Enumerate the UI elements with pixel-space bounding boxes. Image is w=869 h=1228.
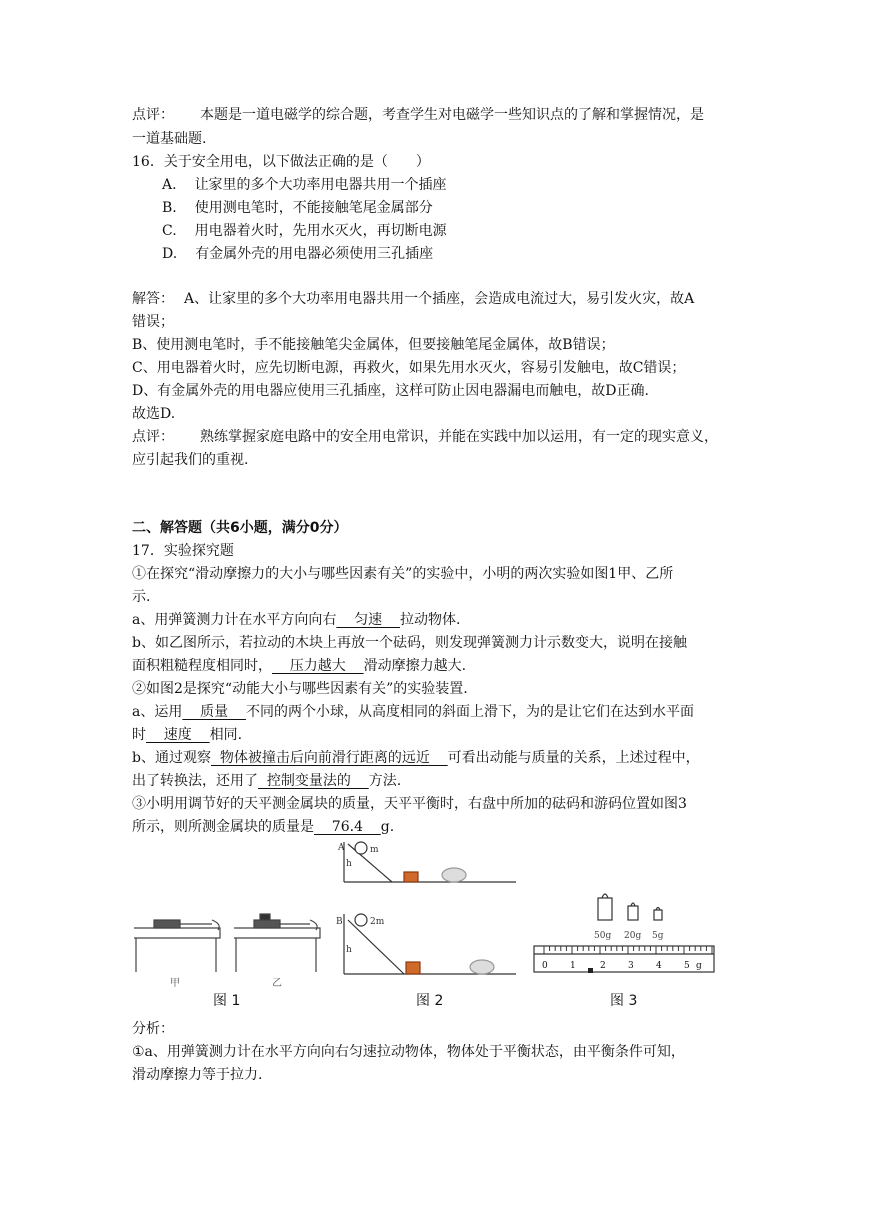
option-d: D. 有金属外壳的用电器必须使用三孔插座	[162, 246, 434, 262]
question-16-stem: 16．关于安全用电，以下做法正确的是（ ）	[132, 154, 430, 170]
paragraph-line: 时 速度 相同.	[132, 727, 243, 743]
remark-line: 一道基础题.	[132, 131, 207, 147]
paragraph-line: ③小明用调节好的天平测金属块的质量，天平平衡时，右盘中所加的砝码和游码位置如图3	[132, 796, 687, 812]
unit-label: g	[696, 961, 702, 971]
paragraph-line: 所示，则所测金属块的质量是 76.4 g.	[132, 819, 395, 835]
tick-label: 3	[628, 961, 634, 971]
remark-line	[132, 104, 704, 126]
figure-2-label-h: h	[346, 859, 352, 869]
answer-line: 解答： A、让家里的多个大功率用电器共用一个插座，会造成电流过大，易引发火灾，故A	[132, 291, 695, 307]
weight-5g: 5g	[652, 931, 664, 941]
rider-marker	[588, 968, 593, 973]
weight-50g: 50g	[594, 931, 612, 941]
tick-label: 5	[684, 961, 690, 971]
paragraph-line: 面积粗糙程度相同时， 压力越大 滑动摩擦力越大.	[132, 658, 467, 674]
paragraph-line: b、通过观察 物体被撞击后向前滑行距离的远近 可看出动能与质量的关系，上述过程中，	[132, 750, 700, 766]
analysis-line: ①a、用弹簧测力计在水平方向向右匀速拉动物体，物体处于平衡状态，由平衡条件可知，	[132, 1044, 685, 1060]
remark-line: 应引起我们的重视.	[132, 452, 249, 468]
answer-label: 解答：	[132, 291, 174, 307]
answer-blank: 76.4	[314, 819, 381, 835]
figure-3-drawing	[530, 882, 720, 982]
figure-2-label-2m: 2m	[370, 917, 385, 927]
answer-blank: 质量	[182, 704, 246, 720]
answer-blank: 物体被撞击后向前滑行距离的远近	[210, 750, 448, 766]
option-c: C. 用电器着火时，先用水灭火，再切断电源	[162, 223, 447, 239]
paragraph-line: 示.	[132, 589, 151, 605]
tick-label: 0	[542, 961, 548, 971]
figure-2-label-a: A	[338, 843, 345, 853]
figure-2-caption: 图 2	[416, 993, 444, 1009]
weight-20g: 20g	[624, 931, 642, 941]
remark-line: 点评： 熟练掌握家庭电路中的安全用电常识，并能在实践中加以运用，有一定的现实意义，	[132, 429, 718, 445]
section-heading: 二、解答题（共6小题，满分0分）	[132, 520, 348, 536]
figure-1-yi: 乙	[272, 978, 282, 989]
figure-2-label-m: m	[370, 845, 379, 855]
question-17-title: 17．实验探究题	[132, 543, 234, 559]
figure-2-label-b: B	[336, 917, 343, 927]
figure-2-label-h: h	[346, 945, 352, 955]
paragraph-line: 出了转换法，还用了 控制变量法的 方法.	[132, 773, 402, 789]
remark-text: 本题是一道电磁学的综合题，考查学生对电磁学一些知识点的了解和掌握情况，是	[200, 107, 704, 123]
analysis-label: 分析：	[132, 1021, 174, 1037]
tick-label: 2	[600, 961, 606, 971]
answer-line: 故选D.	[132, 406, 176, 422]
remark-label: 点评：	[132, 429, 174, 445]
paragraph-line: a、运用 质量 不同的两个小球，从高度相同的斜面上滑下，为的是让它们在达到水平面	[132, 704, 694, 720]
figure-2-drawing	[334, 838, 519, 983]
figure-1-drawing	[132, 910, 327, 990]
paragraph-line: ②如图2是探究“动能大小与哪些因素有关”的实验装置.	[132, 681, 468, 697]
figure-1-jia: 甲	[170, 978, 180, 989]
answer-blank: 速度	[146, 727, 210, 743]
answer-blank: 控制变量法的	[258, 773, 369, 789]
answer-line: B、使用测电笔时，手不能接触笔尖金属体，但要接触笔尾金属体，故B错误；	[132, 337, 615, 353]
option-b: B. 使用测电笔时，不能接触笔尾金属部分	[162, 200, 433, 216]
answer-blank: 匀速	[336, 612, 400, 628]
option-a: A. 让家里的多个大功率用电器共用一个插座	[162, 177, 447, 193]
tick-label: 1	[570, 961, 576, 971]
paragraph-line: a、用弹簧测力计在水平方向向右 匀速 拉动物体.	[132, 612, 461, 628]
answer-line: D、有金属外壳的用电器应使用三孔插座，这样可防止因电器漏电而触电，故D正确.	[132, 383, 649, 399]
answer-blank: 压力越大	[272, 658, 364, 674]
tick-label: 4	[656, 961, 662, 971]
paragraph-line: b、如乙图所示，若拉动的木块上再放一个砝码，则发现弹簧测力计示数变大，说明在接触	[132, 635, 687, 651]
figure-3-caption: 图 3	[610, 993, 638, 1009]
figure-1-caption: 图 1	[213, 993, 241, 1009]
answer-line: C、用电器着火时，应先切断电源，再救火，如果先用水灭火，容易引发触电，故C错误；	[132, 360, 686, 376]
paragraph-line: ①在探究“滑动摩擦力的大小与哪些因素有关”的实验中，小明的两次实验如图1甲、乙所	[132, 566, 674, 582]
remark-label: 点评：	[132, 107, 174, 123]
analysis-line: 滑动摩擦力等于拉力.	[132, 1067, 263, 1083]
answer-line: 错误；	[132, 314, 174, 330]
